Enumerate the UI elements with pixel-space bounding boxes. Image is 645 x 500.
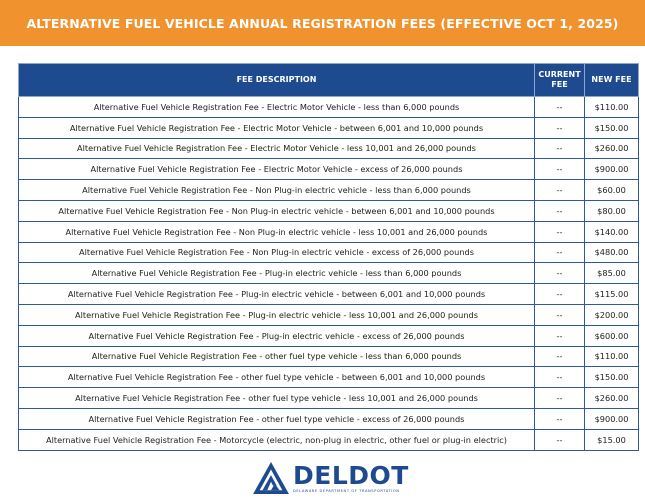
table-row xyxy=(19,159,639,180)
current-fee-cell: -- xyxy=(535,284,585,305)
new-fee-cell: $110.00 xyxy=(585,97,639,118)
table-row xyxy=(19,200,639,221)
table-body xyxy=(19,97,639,451)
current-fee-cell: -- xyxy=(535,325,585,346)
table-header-row xyxy=(19,64,639,97)
new-fee-cell: $600.00 xyxy=(585,325,639,346)
current-fee-cell: -- xyxy=(535,138,585,159)
table-row xyxy=(19,263,639,284)
new-fee-cell: $900.00 xyxy=(585,159,639,180)
header-current-fee xyxy=(535,64,585,97)
new-fee-cell: $260.00 xyxy=(585,388,639,409)
table-row xyxy=(19,367,639,388)
page-title: ALTERNATIVE FUEL VEHICLE ANNUAL REGISTRATION FEES (EFFECTIVE OCT 1, 2025) xyxy=(26,15,619,31)
logo-name: DELDOT xyxy=(293,460,409,490)
table-row xyxy=(19,346,639,367)
fee-description-cell: Alternative Fuel Vehicle Registration Fee - Electric Motor Vehicle - less than 6,000 pounds xyxy=(19,97,535,118)
table-row xyxy=(19,180,639,201)
fee-description-cell: Alternative Fuel Vehicle Registration Fee - other fuel type vehicle - less than 6,000 pounds xyxy=(19,346,535,367)
new-fee-cell: $115.00 xyxy=(585,284,639,305)
deldot-logo-icon xyxy=(252,461,290,495)
fee-description-cell: Alternative Fuel Vehicle Registration Fee - Non Plug-in electric vehicle - excess of 26,000 pounds xyxy=(19,242,535,263)
new-fee-cell: $200.00 xyxy=(585,304,639,325)
fee-description-cell: Alternative Fuel Vehicle Registration Fee - Plug-in electric vehicle - between 6,001 and 10,000 pounds xyxy=(19,284,535,305)
table-row xyxy=(19,284,639,305)
new-fee-cell: $140.00 xyxy=(585,221,639,242)
fee-description-cell: Alternative Fuel Vehicle Registration Fee - Plug-in electric vehicle - less than 6,000 pounds xyxy=(19,263,535,284)
table-row xyxy=(19,408,639,429)
fee-description-cell: Alternative Fuel Vehicle Registration Fee - Electric Motor Vehicle - less 10,001 and 26,000 pounds xyxy=(19,138,535,159)
table-row xyxy=(19,429,639,450)
current-fee-cell: -- xyxy=(535,429,585,450)
table-row xyxy=(19,325,639,346)
logo-subtitle: DELAWARE DEPARTMENT OF TRANSPORTATION xyxy=(293,488,400,493)
current-fee-cell: -- xyxy=(535,242,585,263)
current-fee-cell: -- xyxy=(535,263,585,284)
new-fee-cell: $80.00 xyxy=(585,200,639,221)
current-fee-cell: -- xyxy=(535,180,585,201)
new-fee-cell: $15.00 xyxy=(585,429,639,450)
new-fee-cell: $85.00 xyxy=(585,263,639,284)
current-fee-cell: -- xyxy=(535,367,585,388)
fee-description-cell: Alternative Fuel Vehicle Registration Fee - other fuel type vehicle - excess of 26,000 pounds xyxy=(19,408,535,429)
fee-table xyxy=(18,63,639,451)
current-fee-cell: -- xyxy=(535,346,585,367)
current-fee-cell: -- xyxy=(535,221,585,242)
table-row xyxy=(19,117,639,138)
fee-description-cell: Alternative Fuel Vehicle Registration Fee - Plug-in electric vehicle - excess of 26,000 pounds xyxy=(19,325,535,346)
header-fee-description: FEE DESCRIPTION xyxy=(19,64,535,97)
table-row xyxy=(19,97,639,118)
new-fee-cell: $150.00 xyxy=(585,367,639,388)
table-row xyxy=(19,304,639,325)
fee-description-cell: Alternative Fuel Vehicle Registration Fee - Electric Motor Vehicle - between 6,001 and 10,000 pounds xyxy=(19,117,535,138)
fee-description-cell: Alternative Fuel Vehicle Registration Fee - Plug-in electric vehicle - less 10,001 and 26,000 pounds xyxy=(19,304,535,325)
current-fee-cell: -- xyxy=(535,200,585,221)
new-fee-cell: $60.00 xyxy=(585,180,639,201)
new-fee-cell: $110.00 xyxy=(585,346,639,367)
table-row xyxy=(19,388,639,409)
deldot-logo xyxy=(252,460,409,496)
fee-description-cell: Alternative Fuel Vehicle Registration Fee - Non Plug-in electric vehicle - less 10,001 and 26,000 pounds xyxy=(19,221,535,242)
fee-description-cell: Alternative Fuel Vehicle Registration Fee - Motorcycle (electric, non-plug in electric, other fuel or plug-in electric) xyxy=(19,429,535,450)
new-fee-cell: $260.00 xyxy=(585,138,639,159)
current-fee-cell: -- xyxy=(535,117,585,138)
header-current-line1: CURRENT xyxy=(538,70,581,79)
current-fee-cell: -- xyxy=(535,159,585,180)
fee-description-cell: Alternative Fuel Vehicle Registration Fee - Non Plug-in electric vehicle - between 6,001 and 10,000 pounds xyxy=(19,200,535,221)
current-fee-cell: -- xyxy=(535,408,585,429)
fee-description-cell: Alternative Fuel Vehicle Registration Fee - Electric Motor Vehicle - excess of 26,000 pounds xyxy=(19,159,535,180)
current-fee-cell: -- xyxy=(535,388,585,409)
current-fee-cell: -- xyxy=(535,97,585,118)
fee-description-cell: Alternative Fuel Vehicle Registration Fee - other fuel type vehicle - between 6,001 and 10,000 pounds xyxy=(19,367,535,388)
header-new-fee: NEW FEE xyxy=(585,64,639,97)
new-fee-cell: $480.00 xyxy=(585,242,639,263)
new-fee-cell: $150.00 xyxy=(585,117,639,138)
fee-description-cell: Alternative Fuel Vehicle Registration Fee - Non Plug-in electric vehicle - less than 6,000 pounds xyxy=(19,180,535,201)
current-fee-cell: -- xyxy=(535,304,585,325)
header-current-line2: FEE xyxy=(551,80,568,89)
table-row xyxy=(19,242,639,263)
table-row xyxy=(19,221,639,242)
table-row xyxy=(19,138,639,159)
new-fee-cell: $900.00 xyxy=(585,408,639,429)
fee-description-cell: Alternative Fuel Vehicle Registration Fee - other fuel type vehicle - less 10,001 and 26,000 pounds xyxy=(19,388,535,409)
title-banner xyxy=(0,0,645,46)
